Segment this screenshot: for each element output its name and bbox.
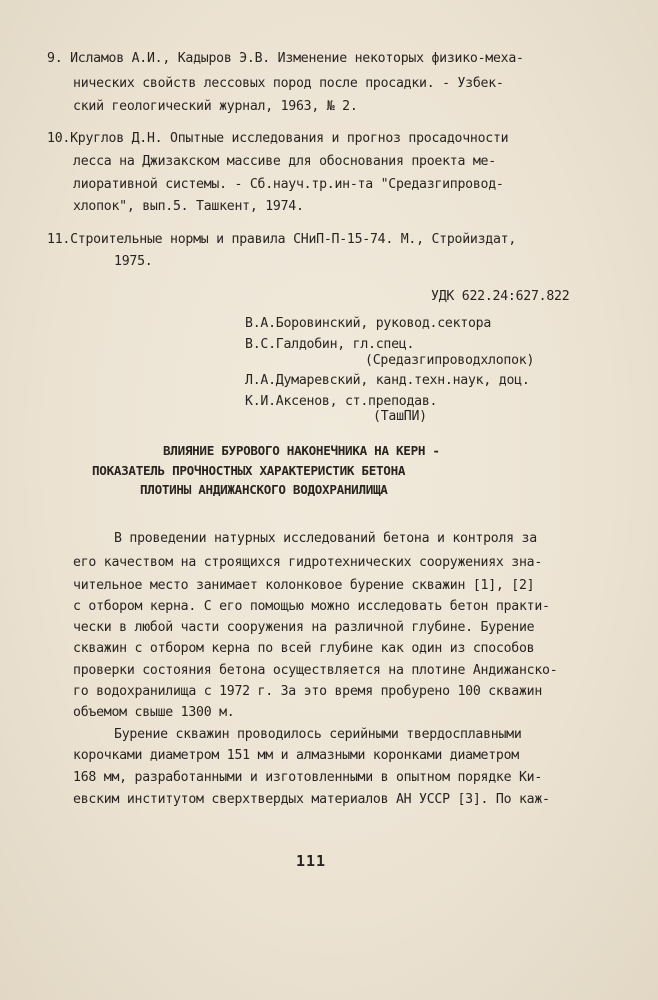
reference-9-line-2: ничеcких свойств лессовых пород после просадки. - Узбек- xyxy=(73,76,504,91)
paragraph-2-line-3: 168 мм, разработанными и изготовленными в опытном порядке Ки- xyxy=(73,770,543,785)
page-number: 111 xyxy=(296,852,327,870)
paragraph-2-line-1: Бурение скважин проводилось серийными твердосплавными xyxy=(114,727,522,742)
paragraph-1-line-5: чески в любой части сооружения на различной глубине. Бурение xyxy=(73,620,535,635)
reference-10-line-3: лиоративной системы. - Сб.науч.тр.ин-та "Средазгипровод- xyxy=(73,177,504,192)
paragraph-2-line-4: евским институтом сверхтвердых материалов АН УССР [3]. По каж- xyxy=(73,792,550,807)
paragraph-1-line-4: с отбором керна. С его помощью можно исследовать бетон практи- xyxy=(73,599,550,614)
paragraph-1-line-3: чительное место занимает колонковое бурение скважин [1], [2] xyxy=(73,578,535,593)
reference-11-line-2: 1975. xyxy=(114,254,153,269)
author-affiliation-1: (Средазгипроводхлопок) xyxy=(365,353,535,368)
reference-9-line-3: ский геологический журнал, 1963, № 2. xyxy=(73,99,358,114)
reference-10-line-2: лесса на Джизакском массиве для обоснования проекта ме- xyxy=(73,154,496,169)
author-2: В.С.Галдобин, гл.спец. xyxy=(245,337,415,352)
paragraph-1-line-7: проверки состояния бетона осуществляется на плотине Андижанско- xyxy=(73,663,558,678)
author-4: К.И.Аксенов, ст.преподав. xyxy=(245,394,438,409)
paragraph-1-line-6: скважин с отбором керна по всей глубине как один из способов xyxy=(73,641,535,656)
author-3: Л.А.Думаревский, канд.техн.наук, доц. xyxy=(245,373,530,388)
reference-11-line-1: 11.Строительные нормы и правила СНиП-П-15-74. М., Стройиздат, xyxy=(47,232,517,247)
paragraph-1-line-1: В проведении натурных исследований бетона и контроля за xyxy=(114,531,537,546)
author-1: В.А.Боровинский, руковод.сектора xyxy=(245,316,492,331)
author-affiliation-2: (ТашПИ) xyxy=(373,409,427,424)
article-title-line-1: ВЛИЯНИЕ БУРОВОГО НАКОНЕЧНИКА НА КЕРН - xyxy=(163,443,440,458)
paragraph-1-line-8: го водохранилища с 1972 г. За это время пробурено 100 скважин xyxy=(73,684,543,699)
paragraph-1-line-2: его качеством на строящихся гидротехнических сооружениях зна- xyxy=(73,555,543,570)
udk-code: УДК 622.24:627.822 xyxy=(431,289,570,304)
reference-10-line-4: хлопок", вып.5. Ташкент, 1974. xyxy=(73,199,304,214)
paragraph-2-line-2: корочками диаметром 151 мм и алмазными коронками диаметром xyxy=(73,748,519,763)
article-title-line-2: ПОКАЗАТЕЛЬ ПРОЧНОСТНЫХ ХАРАКТЕРИСТИК БЕТОНА xyxy=(92,463,406,478)
paragraph-1-line-9: объемом свыше 1300 м. xyxy=(73,705,235,720)
reference-10-line-1: 10.Круглов Д.Н. Опытные исследования и прогноз просадочности xyxy=(47,131,509,146)
article-title-line-3: ПЛОТИНЫ АНДИЖАНСКОГО ВОДОХРАНИЛИЩА xyxy=(140,482,388,497)
reference-9-line-1: 9. Исламов А.И., Кадыров Э.В. Изменение некоторых физико-меха- xyxy=(47,51,524,66)
